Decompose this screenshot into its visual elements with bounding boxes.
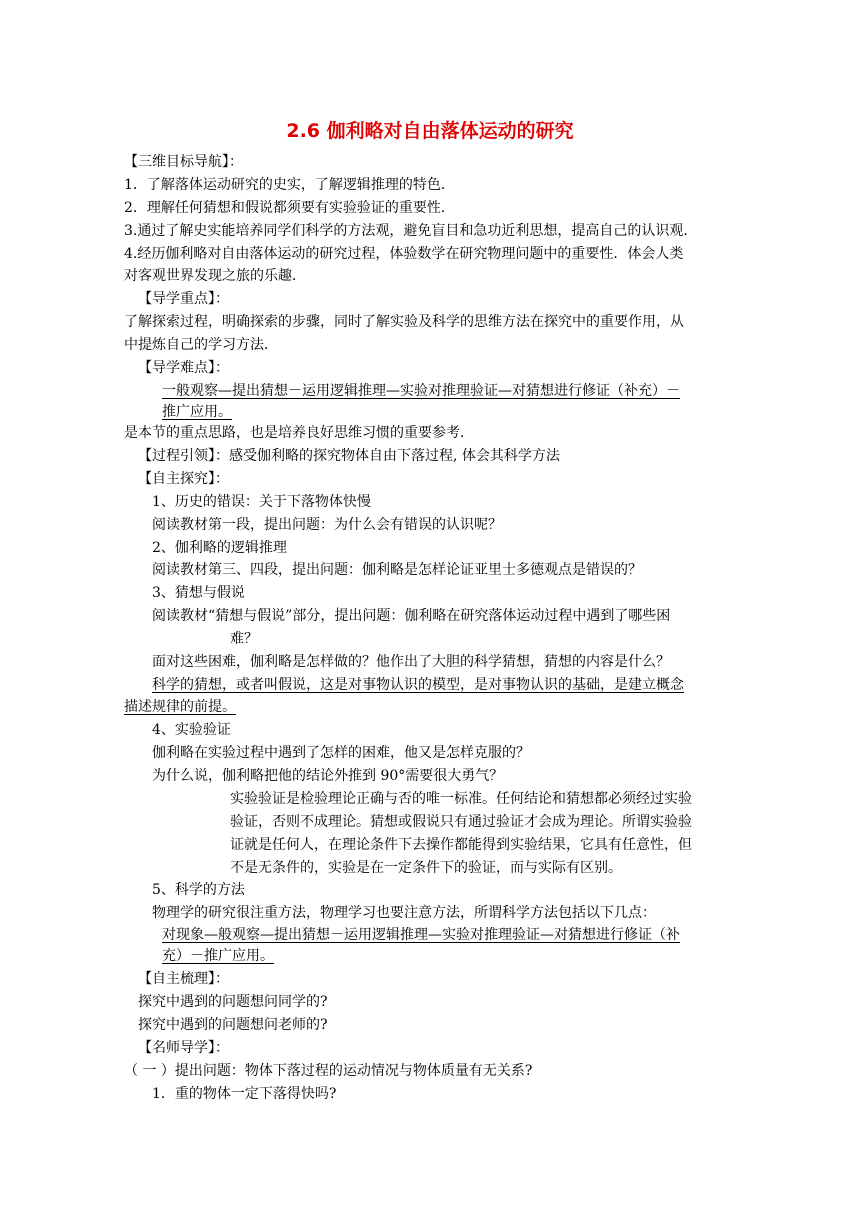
hypothesis-note: 科学的猜想，或者叫假说，这是对事物认识的模型，是对事物认识的基础，是建立概念 — [152, 677, 684, 693]
verification-text-4: 不是无条件的，实验是在一定条件下的验证，而与实际有区别。 — [230, 860, 622, 876]
heading-self-summary: 【自主梳理】： — [138, 971, 229, 987]
section-3-question-cont: 难？ — [230, 631, 258, 647]
hypothesis-note-cont: 描述规律的前提。 — [124, 699, 236, 715]
section-2-title: 2、伽利略的逻辑推理 — [152, 540, 287, 556]
section-5-title: 5、科学的方法 — [152, 882, 245, 898]
goal-2: 2．理解任何猜想和假说都须要有实验验证的重要性． — [124, 200, 455, 216]
key-points-text-cont: 中提炼自己的学习方法． — [124, 337, 278, 353]
goal-4: 4.经历伽利略对自由落体运动的研究过程，体验数学在研究物理问题中的重要性．体会人类 — [124, 246, 684, 262]
section-3-title: 3、猜想与假说 — [152, 585, 245, 601]
section-1-title: 1、历史的错误：关于下落物体快慢 — [152, 494, 371, 510]
summary-question-classmates: 探究中遇到的问题想问同学的? — [138, 994, 328, 1010]
summary-question-teacher: 探究中遇到的问题想问老师的? — [138, 1017, 328, 1033]
key-points-text: 了解探索过程，明确探索的步骤，同时了解实验及科学的思维方法在探究中的重要作用，从 — [124, 314, 684, 330]
heading-difficulties: 【导学难点】： — [138, 360, 229, 376]
heading-key-points: 【导学重点】： — [138, 291, 229, 307]
heading-self-study: 【自主探究】： — [138, 471, 229, 487]
verification-text-3: 证就是任何人，在理论条件下去操作都能得到实验结果，它具有任意性，但 — [230, 837, 692, 853]
section-5-text: 物理学的研究很注重方法，物理学习也要注意方法，所谓科学方法包括以下几点： — [152, 905, 656, 921]
section-1-question: 阅读教材第一段，提出问题：为什么会有错误的认识呢？ — [152, 517, 502, 533]
difficulties-note: 是本节的重点思路，也是培养良好思维习惯的重要参考． — [124, 425, 474, 441]
document-title: 2.6 伽利略对自由落体运动的研究 — [286, 120, 574, 142]
guide-question-1: （ 一 ）提出问题：物体下落过程的运动情况与物体质量有无关系? — [124, 1063, 533, 1079]
method-flow: 对现象—般观察—提出猜想－运用逻辑推理—实验对推理验证—对猜想进行修证（补 — [162, 927, 680, 943]
difficulties-flow-cont: 推广应用。 — [162, 404, 232, 420]
section-3-question: 阅读教材“猜想与假说”部分，提出问题：伽利略在研究落体运动过程中遇到了哪些困 — [152, 608, 671, 624]
heading-teacher-guide: 【名师导学】： — [138, 1040, 229, 1056]
verification-text-2: 验证，否则不成理论。猜想或假说只有通过验证才会成为理论。所谓实验验 — [230, 814, 692, 830]
guide-subquestion-1: 1．重的物体一定下落得快吗? — [152, 1086, 337, 1102]
goal-4-cont: 对客观世界发现之旅的乐趣． — [124, 268, 306, 284]
heading-goals: 【三维目标导航】： — [124, 154, 243, 170]
section-4-question-2: 为什么说，伽利略把他的结论外推到 90°需要很大勇气？ — [152, 768, 504, 784]
difficulties-flow: 一般观察—提出猜想－运用逻辑推理—实验对推理验证—对猜想进行修证（补充）－ — [162, 383, 680, 399]
section-3-question-2: 面对这些困难，伽利略是怎样做的？他作出了大胆的科学猜想，猜想的内容是什么？ — [152, 654, 670, 670]
heading-process: 【过程引领】：感受伽利略的探究物体自由下落过程, 体会其科学方法 — [138, 448, 560, 464]
method-flow-cont: 充）－推广应用。 — [162, 948, 274, 964]
verification-text-1: 实验验证是检验理论正确与否的唯一标准。任何结论和猜想都必须经过实验 — [230, 791, 692, 807]
section-4-title: 4、实验验证 — [152, 722, 231, 738]
section-4-question-1: 伽利略在实验过程中遇到了怎样的困难，他又是怎样克服的？ — [152, 745, 530, 761]
goal-3: 3.通过了解史实能培养同学们科学的方法观，避免盲目和急功近利思想，提高自己的认识观． — [124, 223, 698, 239]
section-2-question: 阅读教材第三、四段，提出问题：伽利略是怎样论证亚里士多德观点是错误的？ — [152, 562, 642, 578]
goal-1: 1．了解落体运动研究的史实，了解逻辑推理的特色． — [124, 177, 455, 193]
